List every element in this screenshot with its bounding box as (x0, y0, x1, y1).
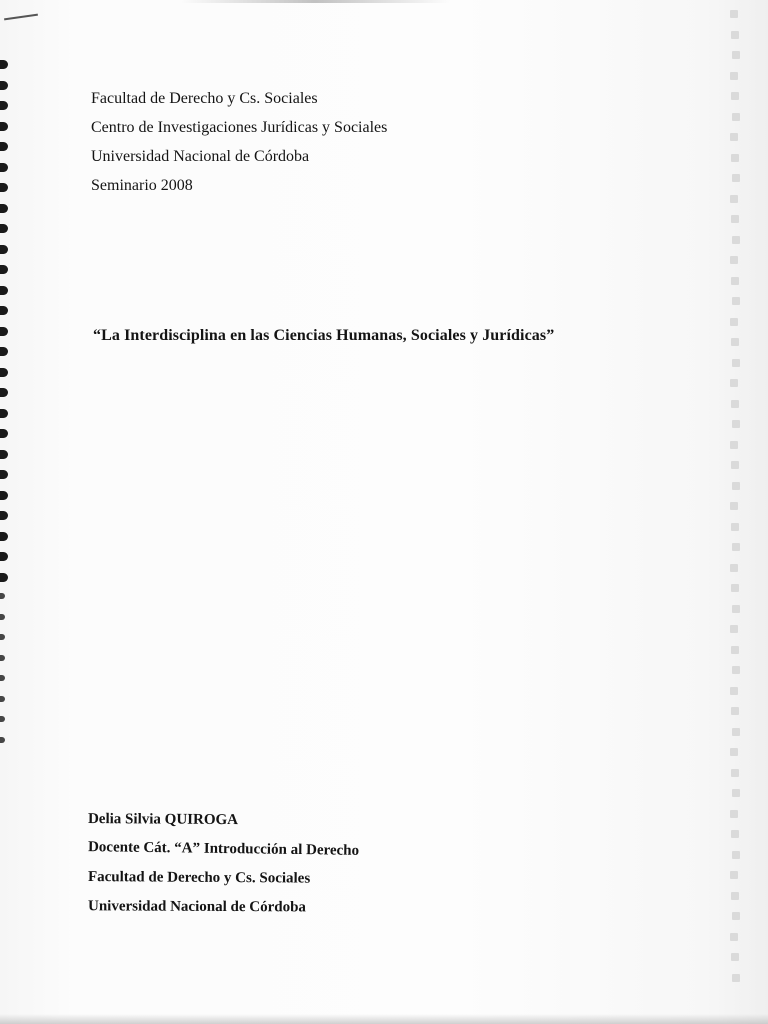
show-through-mark (730, 687, 738, 695)
binding-hole (0, 696, 5, 702)
show-through-mark (731, 707, 739, 715)
show-through-mark (731, 953, 739, 961)
binding-hole (0, 122, 8, 131)
binding-hole (0, 101, 8, 110)
show-through-mark (730, 810, 738, 818)
document-title: “La Interdisciplina en las Ciencias Humanas, Sociales y Jurídicas” (93, 327, 555, 344)
binding-hole (0, 593, 5, 599)
show-through-mark (730, 502, 738, 510)
show-through-mark (731, 523, 739, 531)
header-line-university: Universidad Nacional de Córdoba (91, 148, 310, 165)
binding-hole (0, 183, 8, 192)
author-block (88, 806, 359, 922)
show-through-mark (730, 625, 738, 633)
show-through-mark (731, 277, 739, 285)
show-through-mark (731, 154, 739, 162)
show-through-mark (731, 92, 739, 100)
show-through-mark (732, 666, 740, 674)
show-through-mark (731, 830, 739, 838)
binding-hole (0, 511, 8, 520)
binding-hole (0, 388, 8, 397)
author-position: Docente Cát. “A” Introducción al Derecho (87, 839, 360, 859)
binding-hole (0, 286, 8, 295)
show-through-mark (731, 584, 739, 592)
corner-mark (4, 14, 38, 21)
show-through-mark (732, 728, 740, 736)
show-through-mark (730, 871, 738, 879)
binding-hole (0, 81, 8, 90)
show-through-mark (731, 338, 739, 346)
show-through-mark (730, 564, 738, 572)
binding-hole (0, 552, 8, 561)
binding-hole (0, 60, 8, 69)
binding-hole (0, 163, 8, 172)
show-through-mark (730, 318, 738, 326)
header-line-center: Centro de Investigaciones Jurídicas y Sociales (91, 119, 388, 136)
show-through-mark (732, 789, 740, 797)
binding-hole (0, 142, 8, 151)
binding-hole (0, 450, 8, 459)
binding-hole (0, 675, 5, 681)
author-name: Delia Silvia QUIROGA (87, 811, 239, 829)
show-through-mark (732, 543, 740, 551)
show-through-mark (730, 748, 738, 756)
bottom-edge-shadow (0, 1014, 768, 1024)
binding-hole (0, 347, 8, 356)
show-through-mark (730, 256, 738, 264)
binding-hole (0, 265, 8, 274)
binding-hole (0, 655, 5, 661)
binding-hole (0, 204, 8, 213)
binding-hole (0, 409, 8, 418)
show-through-mark (730, 195, 738, 203)
show-through-mark (732, 420, 740, 428)
spiral-binding-holes (0, 60, 12, 760)
top-edge-shadow (180, 0, 450, 3)
show-through-mark (730, 933, 738, 941)
show-through-mark (730, 379, 738, 387)
show-through-mark (731, 31, 739, 39)
binding-hole (0, 491, 8, 500)
show-through-mark (732, 482, 740, 490)
show-through-mark (731, 769, 739, 777)
show-through-mark (732, 113, 740, 121)
author-university: Universidad Nacional de Córdoba (87, 898, 306, 916)
show-through-mark (730, 10, 738, 18)
binding-hole (0, 224, 8, 233)
show-through-mark (730, 133, 738, 141)
show-through-mark (732, 174, 740, 182)
show-through-mark (731, 400, 739, 408)
binding-hole (0, 573, 8, 582)
binding-hole (0, 737, 5, 743)
show-through-mark (732, 51, 740, 59)
show-through-mark (732, 912, 740, 920)
header-line-seminar: Seminario 2008 (91, 177, 193, 194)
show-through-mark (731, 215, 739, 223)
show-through-mark (732, 974, 740, 982)
binding-hole (0, 245, 8, 254)
institution-header (91, 84, 387, 200)
binding-hole (0, 368, 8, 377)
binding-hole (0, 429, 8, 438)
binding-hole (0, 532, 8, 541)
header-line-faculty: Facultad de Derecho y Cs. Sociales (91, 90, 318, 107)
binding-hole (0, 306, 8, 315)
binding-hole (0, 716, 5, 722)
show-through-mark (732, 236, 740, 244)
show-through-mark (732, 851, 740, 859)
show-through-mark (731, 461, 739, 469)
binding-hole (0, 614, 5, 620)
show-through-marks (730, 10, 748, 1000)
show-through-mark (730, 441, 738, 449)
binding-hole (0, 470, 8, 479)
author-faculty: Facultad de Derecho y Cs. Sociales (87, 869, 311, 887)
show-through-mark (732, 605, 740, 613)
show-through-mark (732, 297, 740, 305)
binding-hole (0, 634, 5, 640)
binding-hole (0, 327, 8, 336)
show-through-mark (732, 359, 740, 367)
show-through-mark (731, 646, 739, 654)
show-through-mark (730, 72, 738, 80)
show-through-mark (731, 892, 739, 900)
